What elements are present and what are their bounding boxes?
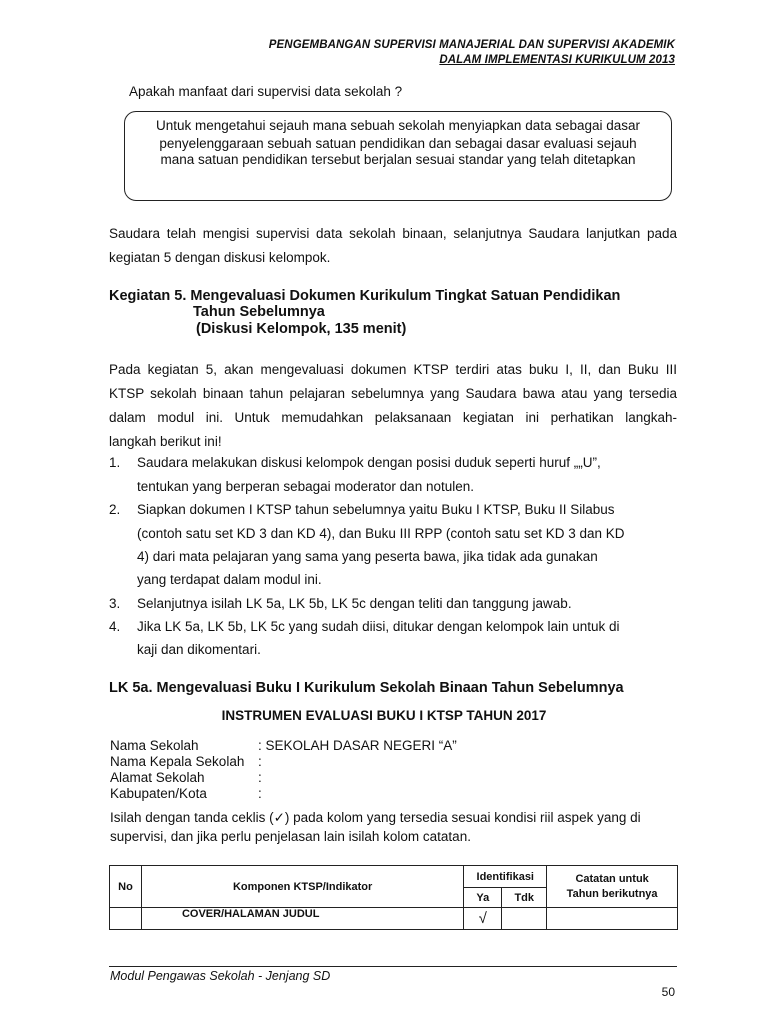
body-line: langkah berikut ini!	[109, 434, 222, 449]
table-cell-no	[110, 908, 142, 930]
field-value-principal: :	[258, 754, 262, 769]
step-text: tentukan yang berperan sebagai moderator dan notulen.	[137, 479, 474, 494]
table-cell-component: COVER/HALAMAN JUDUL	[141, 908, 463, 930]
lk-title: LK 5a. Mengevaluasi Buku I Kurikulum Sekolah Binaan Tahun Sebelumnya	[109, 680, 624, 696]
running-header-title: PENGEMBANGAN SUPERVISI MANAJERIAL DAN SUPERVISI AKADEMIK	[268, 39, 675, 51]
instruction-line: supervisi, dan jika perlu penjelasan lain isilah kolom catatan.	[110, 829, 471, 844]
step-text: Siapkan dokumen I KTSP tahun sebelumnya yaitu Buku I KTSP, Buku II Silabus	[137, 502, 615, 517]
step-text: Selanjutnya isilah LK 5a, LK 5b, LK 5c dengan teliti dan tanggung jawab.	[137, 596, 572, 611]
step-text: kaji dan dikomentari.	[137, 642, 261, 657]
table-row	[110, 908, 678, 930]
body-line: Pada kegiatan 5, akan mengevaluasi dokumen KTSP terdiri atas buku I, II, dan Buku III	[109, 362, 677, 377]
table-cell-check: √	[464, 908, 502, 930]
intro-line: kegiatan 5 dengan diskusi kelompok.	[109, 250, 331, 265]
body-line: dalam modul ini. Untuk memudahkan pelaksanaan kegiatan ini perhatikan langkah-	[109, 410, 677, 425]
table-header-identification: Identifikasi	[464, 866, 547, 888]
answer-line: Untuk mengetahui sejauh mana sebuah sekolah menyiapkan data sebagai dasar	[155, 118, 641, 133]
evaluation-table	[109, 865, 678, 930]
activity-heading: Kegiatan 5. Mengevaluasi Dokumen Kurikulum Tingkat Satuan Pendidikan	[109, 288, 621, 304]
activity-heading-line2: Tahun Sebelumnya	[193, 304, 325, 320]
question-text: Apakah manfaat dari supervisi data sekolah ?	[129, 84, 403, 99]
activity-duration: (Diskusi Kelompok, 135 menit)	[196, 321, 407, 337]
step-text: yang terdapat dalam modul ini.	[137, 572, 322, 587]
step-text: 4) dari mata pelajaran yang sama yang peserta bawa, jika tidak ada gunakan	[137, 549, 598, 564]
footer-rule	[109, 966, 677, 967]
footer-module-title: Modul Pengawas Sekolah - Jenjang SD	[110, 969, 331, 983]
table-header-tdk: Tdk	[502, 888, 547, 908]
answer-line: mana satuan pendidikan tersebut berjalan sesuai standar yang telah ditetapkan	[160, 152, 636, 167]
instruction-line: Isilah dengan tanda ceklis (✓) pada kolom yang tersedia sesuai kondisi riil aspek yang di	[110, 810, 641, 825]
running-header-subtitle: DALAM IMPLEMENTASI KURIKULUM 2013	[439, 54, 675, 66]
step-number: 4.	[109, 619, 121, 634]
intro-line: Saudara telah mengisi supervisi data sekolah binaan, selanjutnya Saudara lanjutkan pada	[109, 226, 677, 241]
body-line: KTSP sekolah binaan tahun pelajaran sebelumnya yang Saudara bawa atau yang tersedia	[109, 386, 677, 401]
table-header-no: No	[110, 866, 142, 908]
step-number: 2.	[109, 502, 121, 517]
table-header-notes-line1: Catatan untuk	[575, 872, 649, 885]
field-value-address: :	[258, 770, 262, 785]
field-value-school: : SEKOLAH DASAR NEGERI “A”	[258, 738, 457, 753]
step-number: 1.	[109, 455, 121, 470]
step-number: 3.	[109, 596, 121, 611]
step-text: Jika LK 5a, LK 5b, LK 5c yang sudah diisi, ditukar dengan kelompok lain untuk di	[137, 619, 620, 634]
table-cell-tdk	[502, 908, 547, 930]
table-header-yes: Ya	[464, 888, 502, 908]
field-label-address: Alamat Sekolah	[110, 770, 205, 785]
table-header-notes-line2: Tahun berikutnya	[566, 887, 658, 900]
instrument-title: INSTRUMEN EVALUASI BUKU I KTSP TAHUN 2017	[221, 708, 547, 723]
field-label-principal: Nama Kepala Sekolah	[110, 754, 245, 769]
step-text: Saudara melakukan diskusi kelompok dengan posisi duduk seperti huruf „„U”,	[137, 455, 601, 470]
table-cell-notes	[547, 908, 678, 930]
table-header-notes	[547, 866, 678, 908]
field-value-district: :	[258, 786, 262, 801]
step-text: (contoh satu set KD 3 dan KD 4), dan Buku III RPP (contoh satu set KD 3 dan KD	[137, 526, 625, 541]
page-number: 50	[661, 985, 675, 999]
answer-box	[124, 111, 672, 201]
field-label-district: Kabupaten/Kota	[110, 786, 207, 801]
table-header-component: Komponen KTSP/Indikator	[141, 866, 463, 908]
answer-line: penyelenggaraan sebuah satuan pendidikan dan sebagai dasar evaluasi sejauh	[159, 136, 637, 151]
field-label-school: Nama Sekolah	[110, 738, 199, 753]
